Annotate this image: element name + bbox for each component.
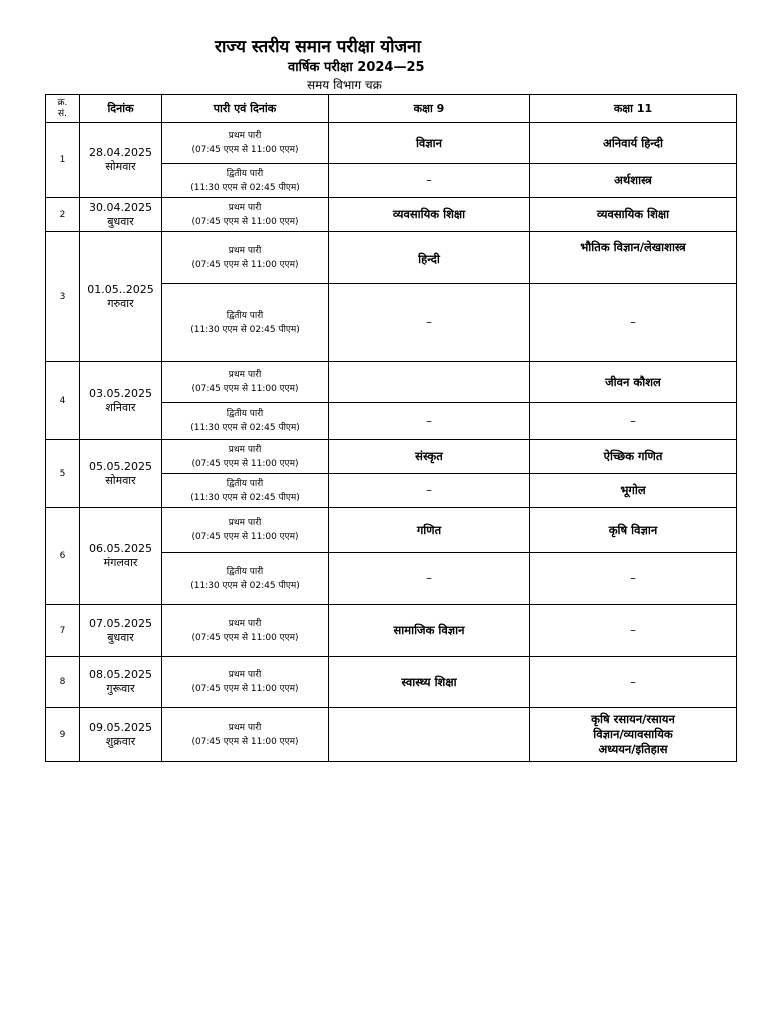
exam-date: 06.05.2025 मंगलवार <box>80 508 162 605</box>
exam-subtitle: वार्षिक परीक्षा 2024—25 <box>288 60 425 75</box>
table-row <box>46 123 737 164</box>
table-row <box>46 708 737 762</box>
exam-date: 01.05..2025 गरुवार <box>80 232 162 362</box>
serial-number: 2 <box>46 198 80 232</box>
table-row <box>46 508 737 553</box>
class9-subject <box>329 362 530 403</box>
class11-subject: भौतिक विज्ञान/लेखाशास्त्र <box>530 232 737 284</box>
serial-number: 1 <box>46 123 80 198</box>
table-row <box>46 232 737 284</box>
class9-subject: विज्ञान <box>329 123 530 164</box>
class11-subject: – <box>530 284 737 362</box>
class11-subject: अर्थशास्त्र <box>530 164 737 198</box>
table-header-row <box>46 95 737 123</box>
class11-subject: – <box>530 553 737 605</box>
class11-subject: – <box>530 605 737 657</box>
class9-subject: – <box>329 474 530 508</box>
class9-subject: हिन्दी <box>329 232 530 284</box>
class9-subject <box>329 708 530 762</box>
column-header-sno: क्र. सं. <box>46 95 80 123</box>
class9-subject: – <box>329 284 530 362</box>
session-first: प्रथम पारी (07:45 एएम से 11:00 एएम) <box>162 362 329 403</box>
class9-subject: – <box>329 403 530 440</box>
exam-date: 08.05.2025 गुरूवार <box>80 657 162 708</box>
class11-subject: – <box>530 657 737 708</box>
session-second: द्वितीय पारी (11:30 एएम से 02:45 पीएम) <box>162 164 329 198</box>
class9-subject: गणित <box>329 508 530 553</box>
session-second: द्वितीय पारी (11:30 एएम से 02:45 पीएम) <box>162 474 329 508</box>
session-second: द्वितीय पारी (11:30 एएम से 02:45 पीएम) <box>162 553 329 605</box>
class11-subject: अनिवार्य हिन्दी <box>530 123 737 164</box>
session-second: द्वितीय पारी (11:30 एएम से 02:45 पीएम) <box>162 403 329 440</box>
session-first: प्रथम पारी (07:45 एएम से 11:00 एएम) <box>162 708 329 762</box>
table-row <box>46 440 737 474</box>
exam-date: 05.05.2025 सोमवार <box>80 440 162 508</box>
class11-subject: – <box>530 403 737 440</box>
exam-date: 30.04.2025 बुधवार <box>80 198 162 232</box>
serial-number: 7 <box>46 605 80 657</box>
column-header-date: दिनांक <box>80 95 162 123</box>
session-first: प्रथम पारी (07:45 एएम से 11:00 एएम) <box>162 440 329 474</box>
class9-subject: संस्कृत <box>329 440 530 474</box>
session-first: प्रथम पारी (07:45 एएम से 11:00 एएम) <box>162 657 329 708</box>
serial-number: 8 <box>46 657 80 708</box>
serial-number: 3 <box>46 232 80 362</box>
document-title: राज्य स्तरीय समान परीक्षा योजना <box>215 37 421 57</box>
table-row <box>46 362 737 403</box>
session-first: प्रथम पारी (07:45 एएम से 11:00 एएम) <box>162 605 329 657</box>
table-row <box>46 605 737 657</box>
class9-subject: व्यवसायिक शिक्षा <box>329 198 530 232</box>
session-first: प्रथम पारी (07:45 एएम से 11:00 एएम) <box>162 123 329 164</box>
class11-subject: जीवन कौशल <box>530 362 737 403</box>
session-first: प्रथम पारी (07:45 एएम से 11:00 एएम) <box>162 232 329 284</box>
column-header-class9: कक्षा 9 <box>329 95 530 123</box>
table-row <box>46 657 737 708</box>
class9-subject: – <box>329 553 530 605</box>
session-first: प्रथम पारी (07:45 एएम से 11:00 एएम) <box>162 198 329 232</box>
class9-subject: – <box>329 164 530 198</box>
exam-date: 07.05.2025 बुधवार <box>80 605 162 657</box>
exam-date: 28.04.2025 सोमवार <box>80 123 162 198</box>
class11-subject: कृषि रसायन/रसायन विज्ञान/व्यावसायिक अध्ययन/इतिहास <box>530 708 737 762</box>
serial-number: 5 <box>46 440 80 508</box>
table-row <box>46 198 737 232</box>
exam-date: 03.05.2025 शनिवार <box>80 362 162 440</box>
class11-subject: भूगोल <box>530 474 737 508</box>
class9-subject: स्वास्थ्य शिक्षा <box>329 657 530 708</box>
class11-subject: कृषि विज्ञान <box>530 508 737 553</box>
serial-number: 4 <box>46 362 80 440</box>
column-header-session: पारी एवं दिनांक <box>162 95 329 123</box>
exam-schedule-table <box>45 94 737 762</box>
timetable-caption: समय विभाग चक्र <box>307 78 382 92</box>
column-header-class11: कक्षा 11 <box>530 95 737 123</box>
serial-number: 6 <box>46 508 80 605</box>
class11-subject: व्यवसायिक शिक्षा <box>530 198 737 232</box>
session-second: द्वितीय पारी (11:30 एएम से 02:45 पीएम) <box>162 284 329 362</box>
class11-subject: ऐच्छिक गणित <box>530 440 737 474</box>
session-first: प्रथम पारी (07:45 एएम से 11:00 एएम) <box>162 508 329 553</box>
exam-date: 09.05.2025 शुक्रवार <box>80 708 162 762</box>
class9-subject: सामाजिक विज्ञान <box>329 605 530 657</box>
serial-number: 9 <box>46 708 80 762</box>
